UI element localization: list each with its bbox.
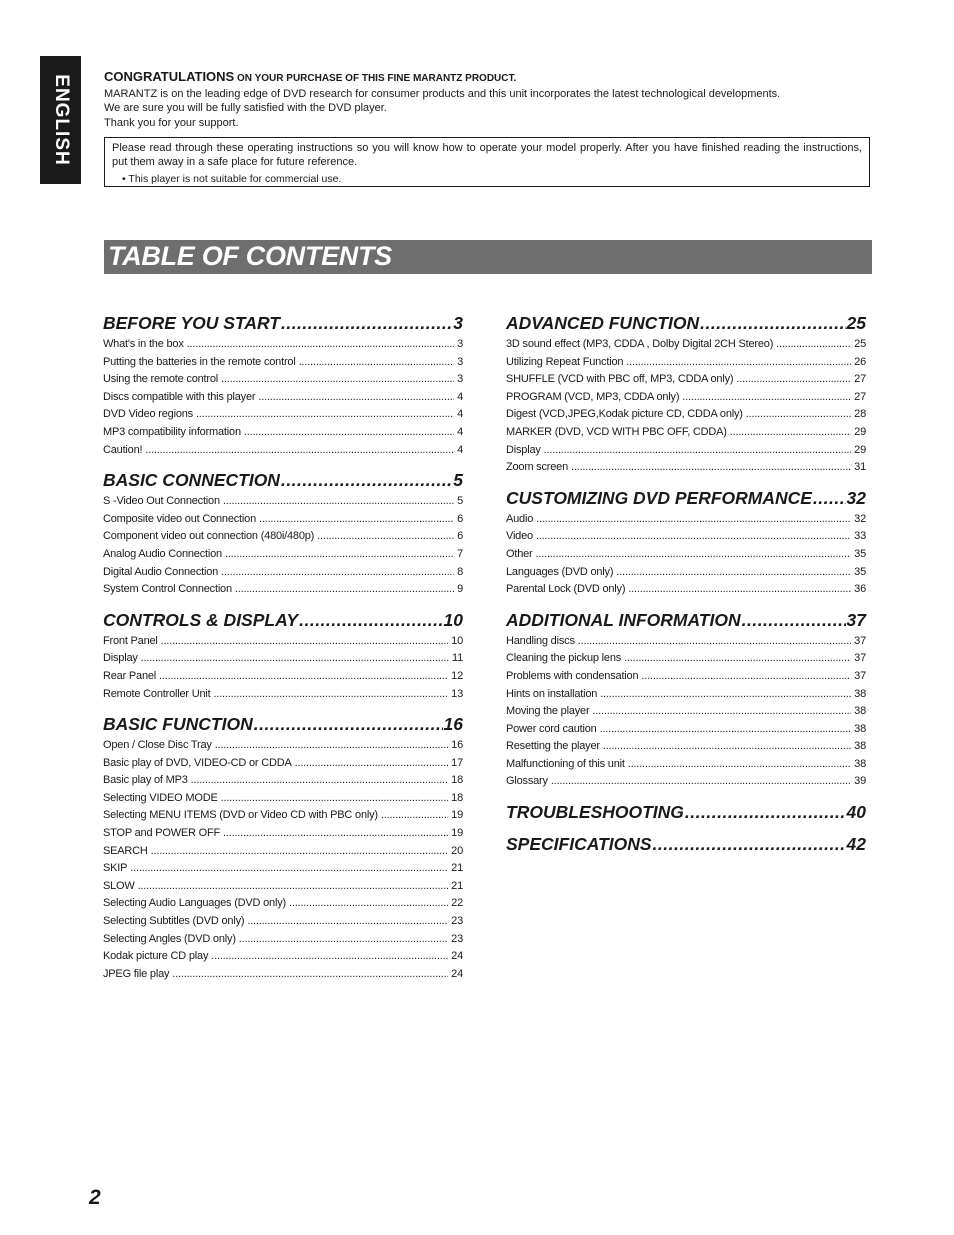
entry-page: 37 (854, 669, 866, 682)
entry-page: 6 (457, 512, 463, 525)
section-title: CUSTOMIZING DVD PERFORMANCE (506, 487, 812, 508)
entry-page: 9 (457, 583, 463, 596)
toc-section-controls-display (103, 609, 463, 703)
dot-leader (551, 773, 851, 791)
entry-title: Display (103, 652, 138, 665)
toc-entry[interactable] (103, 564, 463, 582)
entry-page: 28 (854, 408, 866, 421)
toc-entry[interactable] (103, 737, 463, 755)
entry-title: Moving the player (506, 705, 590, 718)
toc-section-heading[interactable] (506, 312, 866, 334)
section-page: 37 (846, 609, 866, 630)
section-page: 25 (846, 313, 866, 333)
dot-leader (172, 966, 448, 984)
congratulations-rest: ON YOUR PURCHASE OF THIS FINE MARANTZ PRODUCT. (234, 73, 517, 84)
dot-leader (295, 755, 449, 773)
toc-entry[interactable] (103, 895, 463, 913)
dot-leader (600, 721, 852, 739)
entry-page: 27 (854, 373, 866, 386)
entry-page: 20 (451, 844, 463, 857)
toc-section-additional-information (506, 609, 866, 791)
entry-title: Front Panel (103, 634, 158, 647)
toc-section-heading[interactable] (103, 312, 463, 334)
toc-entry[interactable] (506, 528, 866, 546)
section-page: 42 (846, 834, 866, 855)
toc-entry[interactable] (103, 755, 463, 773)
notice-bullet: • This player is not suitable for commercial use. (122, 173, 342, 185)
entry-title: Selecting Audio Languages (DVD only) (103, 897, 286, 910)
entry-page: 19 (451, 809, 463, 822)
dot-leader (813, 487, 846, 509)
dot-leader (259, 511, 454, 529)
entry-title: Using the remote control (103, 373, 219, 386)
section-page: 10 (443, 609, 463, 630)
entry-page: 38 (854, 705, 866, 718)
dot-leader (616, 564, 851, 582)
toc-entry[interactable] (103, 807, 463, 825)
dot-leader (746, 406, 851, 424)
toc-section-heading[interactable] (506, 609, 866, 631)
dot-leader (641, 668, 851, 686)
section-page: 16 (443, 714, 463, 735)
toc-entry[interactable] (103, 860, 463, 878)
entry-page: 3 (457, 338, 463, 350)
entry-page: 23 (451, 932, 463, 945)
entry-title: Selecting Angles (DVD only) (103, 932, 236, 945)
language-tab-label: ENGLISH (50, 74, 72, 166)
dot-leader (544, 442, 851, 460)
dot-leader (600, 686, 851, 704)
toc-section-heading[interactable] (103, 469, 463, 491)
entry-page: 17 (451, 756, 463, 769)
entry-title: Selecting MENU ITEMS (DVD or Video CD with PBC only) (103, 809, 378, 822)
toc-entry[interactable] (506, 336, 866, 354)
entry-page: 25 (854, 338, 866, 350)
toc-entry[interactable] (103, 511, 463, 529)
entry-title: Handling discs (506, 634, 575, 647)
entry-title: DVD Video regions (103, 408, 193, 421)
toc-entry[interactable] (103, 825, 463, 843)
entry-page: 35 (854, 565, 866, 578)
dot-leader (141, 650, 449, 668)
toc-section-heading[interactable] (506, 801, 866, 823)
toc-entry[interactable] (103, 424, 463, 442)
entry-title: Kodak picture CD play (103, 950, 209, 963)
toc-column-left (103, 312, 463, 993)
dot-leader (161, 633, 448, 651)
entry-page: 6 (457, 530, 463, 543)
entry-page: 39 (854, 775, 866, 788)
dot-leader (653, 833, 846, 855)
entry-title: Resetting the player (506, 740, 600, 753)
dot-leader (685, 801, 846, 823)
entry-page: 22 (451, 897, 463, 910)
toc-entry[interactable] (506, 686, 866, 704)
dot-leader (536, 511, 851, 529)
section-title: SPECIFICATIONS (506, 834, 652, 855)
section-page: 5 (453, 470, 463, 491)
dot-leader (624, 650, 851, 668)
toc-title: TABLE OF CONTENTS (108, 241, 392, 271)
intro-block (104, 70, 872, 130)
entry-page: 18 (451, 791, 463, 804)
section-title: TROUBLESHOOTING (506, 802, 684, 823)
dot-leader (736, 371, 851, 389)
toc-entry[interactable] (103, 772, 463, 790)
entry-page: 38 (854, 722, 866, 735)
section-page: 3 (453, 313, 463, 333)
toc-section-basic-connection (103, 469, 463, 599)
entry-title: System Control Connection (103, 583, 232, 596)
entry-page: 18 (451, 774, 463, 787)
dot-leader (299, 354, 455, 372)
toc-entry[interactable] (103, 633, 463, 651)
congratulations-word: CONGRATULATIONS (104, 69, 235, 84)
dot-leader (381, 807, 448, 825)
toc-entry[interactable] (103, 878, 463, 896)
entry-title: Power cord caution (506, 722, 597, 735)
section-title: BEFORE YOU START (103, 313, 280, 333)
entry-page: 3 (457, 355, 463, 368)
toc-entry[interactable] (506, 459, 866, 477)
entry-title: MP3 compatibility information (103, 425, 241, 438)
dot-leader (221, 790, 449, 808)
section-page: 32 (846, 487, 866, 508)
toc-entry[interactable] (506, 389, 866, 407)
entry-title: Display (506, 443, 541, 456)
entry-page: 32 (854, 512, 866, 525)
toc-entry[interactable] (506, 650, 866, 668)
entry-page: 4 (457, 425, 463, 438)
entry-title: Languages (DVD only) (506, 565, 614, 578)
toc-entry[interactable] (103, 668, 463, 686)
dot-leader (225, 546, 454, 564)
entry-page: 36 (854, 583, 866, 596)
toc-section-advanced-function (506, 312, 866, 477)
entry-title: Digest (VCD,JPEG,Kodak picture CD, CDDA only) (506, 408, 743, 421)
entry-title: Video (506, 530, 533, 543)
entry-title: Digital Audio Connection (103, 565, 219, 578)
entry-page: 33 (854, 530, 866, 543)
toc-section-customizing-dvd-performance (506, 487, 866, 599)
toc-entry[interactable] (506, 546, 866, 564)
entry-title: Hints on installation (506, 687, 598, 700)
toc-entry[interactable] (103, 371, 463, 389)
dot-leader (536, 528, 851, 546)
entry-page: 38 (854, 740, 866, 753)
entry-page: 24 (451, 950, 463, 963)
dot-leader (223, 493, 454, 511)
dot-leader (626, 354, 851, 372)
entry-page: 7 (457, 547, 463, 560)
toc-entry[interactable] (506, 773, 866, 791)
toc-entry[interactable] (103, 790, 463, 808)
toc-entry[interactable] (506, 633, 866, 651)
intro-line-1: MARANTZ is on the leading edge of DVD research for consumer products and this unit incorporates the latest technological developments. (104, 87, 781, 100)
entry-title: Other (506, 547, 533, 560)
dot-leader (213, 686, 448, 704)
toc-entry[interactable] (103, 913, 463, 931)
dot-leader (235, 581, 454, 599)
entry-title: Cleaning the pickup lens (506, 652, 622, 665)
entry-page: 12 (451, 669, 463, 682)
toc-entry[interactable] (506, 756, 866, 774)
entry-title: Analog Audio Connection (103, 547, 222, 560)
dot-leader (628, 581, 851, 599)
entry-page: 21 (451, 862, 463, 875)
dot-leader (151, 843, 449, 861)
toc-entry[interactable] (506, 424, 866, 442)
notice-box (104, 137, 870, 187)
entry-page: 4 (457, 408, 463, 421)
entry-title: Selecting VIDEO MODE (103, 791, 218, 804)
toc-entry[interactable] (103, 354, 463, 372)
toc-entry[interactable] (103, 650, 463, 668)
entry-page: 10 (451, 634, 463, 647)
toc-entry[interactable] (506, 721, 866, 739)
toc-entry[interactable] (103, 442, 463, 460)
entry-title: SLOW (103, 879, 135, 892)
section-title: CONTROLS & DISPLAY (103, 609, 299, 630)
entry-page: 21 (451, 879, 463, 892)
entry-title: Problems with condensation (506, 669, 639, 682)
dot-leader (187, 336, 454, 354)
dot-leader (592, 703, 851, 721)
toc-entry[interactable] (103, 686, 463, 704)
dot-leader (742, 609, 846, 631)
dot-leader (571, 459, 851, 477)
dot-leader (247, 913, 448, 931)
entry-page: 19 (451, 827, 463, 840)
dot-leader (223, 825, 448, 843)
entry-page: 29 (854, 425, 866, 438)
entry-page: 37 (854, 652, 866, 665)
entry-title: Component video out connection (480i/480p) (103, 530, 315, 543)
dot-leader (159, 668, 448, 686)
toc-entry[interactable] (506, 703, 866, 721)
toc-section-heading[interactable] (103, 713, 463, 735)
intro-line-2: We are sure you will be fully satisfied with the DVD player. (104, 102, 387, 114)
page-number: 2 (89, 1186, 101, 1209)
toc-entry[interactable] (506, 511, 866, 529)
dot-leader (244, 424, 454, 442)
dot-leader (258, 389, 454, 407)
toc-entry[interactable] (103, 581, 463, 599)
entry-page: 38 (854, 687, 866, 700)
entry-page: 11 (451, 652, 463, 665)
dot-leader (196, 406, 454, 424)
entry-page: 35 (854, 547, 866, 560)
toc-section-heading[interactable] (506, 487, 866, 509)
entry-title: MARKER (DVD, VCD WITH PBC OFF, CDDA) (506, 425, 727, 438)
entry-title: JPEG file play (103, 967, 170, 980)
entry-page: 27 (854, 390, 866, 403)
entry-page: 26 (854, 355, 866, 368)
entry-page: 8 (457, 565, 463, 578)
toc-entry[interactable] (103, 843, 463, 861)
dot-leader (145, 442, 454, 460)
dot-leader (700, 312, 845, 334)
section-title: BASIC CONNECTION (103, 470, 280, 491)
congratulations-heading (104, 70, 872, 87)
dot-leader (730, 424, 851, 442)
toc-entry[interactable] (103, 931, 463, 949)
entry-title: PROGRAM (VCD, MP3, CDDA only) (506, 390, 680, 403)
toc-section-basic-function (103, 713, 463, 983)
entry-title: Putting the batteries in the remote control (103, 355, 296, 368)
toc-title-banner (104, 240, 872, 274)
intro-line-3: Thank you for your support. (104, 116, 239, 129)
entry-page: 16 (451, 739, 463, 752)
entry-title: Discs compatible with this player (103, 390, 256, 403)
dot-leader (578, 633, 851, 651)
toc-entry[interactable] (506, 442, 866, 460)
toc-entry[interactable] (506, 564, 866, 582)
dot-leader (215, 737, 448, 755)
section-title: BASIC FUNCTION (103, 714, 253, 735)
dot-leader (682, 389, 851, 407)
entry-title: Malfunctioning of this unit (506, 757, 625, 770)
entry-title: STOP and POWER OFF (103, 827, 221, 840)
entry-title: Selecting Subtitles (DVD only) (103, 915, 245, 928)
toc-section-before-you-start (103, 312, 463, 459)
entry-title: S -Video Out Connection (103, 495, 220, 508)
dot-leader (317, 528, 454, 546)
entry-title: Glossary (506, 775, 548, 788)
toc-section-heading[interactable] (103, 609, 463, 631)
toc-entry[interactable] (103, 966, 463, 984)
toc-entry[interactable] (506, 371, 866, 389)
entry-title: Caution! (103, 443, 143, 456)
toc-entry[interactable] (103, 546, 463, 564)
entry-title: Basic play of MP3 (103, 774, 188, 787)
entry-page: 24 (451, 967, 463, 980)
entry-title: What's in the box (103, 338, 184, 350)
entry-page: 4 (457, 390, 463, 403)
toc-entry[interactable] (506, 581, 866, 599)
entry-title: 3D sound effect (MP3, CDDA , Dolby Digital 2CH Stereo) (506, 338, 774, 350)
entry-page: 3 (457, 373, 463, 386)
toc-section-troubleshooting (506, 801, 866, 823)
toc-entry[interactable] (103, 336, 463, 354)
dot-leader (221, 564, 454, 582)
entry-page: 4 (457, 443, 463, 456)
entry-title: Remote Controller Unit (103, 687, 211, 700)
dot-leader (281, 312, 452, 334)
dot-leader (239, 931, 448, 949)
toc-entry[interactable] (506, 406, 866, 424)
entry-title: Composite video out Connection (103, 512, 256, 525)
toc-section-specifications (506, 833, 866, 855)
entry-title: Audio (506, 512, 534, 525)
entry-title: Basic play of DVD, VIDEO-CD or CDDA (103, 756, 292, 769)
toc-entry[interactable] (103, 389, 463, 407)
toc-entry[interactable] (506, 668, 866, 686)
entry-page: 38 (854, 757, 866, 770)
section-page: 40 (846, 802, 866, 823)
toc-entry[interactable] (103, 948, 463, 966)
entry-page: 23 (451, 915, 463, 928)
dot-leader (628, 756, 851, 774)
entry-title: SHUFFLE (VCD with PBC off, MP3, CDDA only) (506, 373, 734, 386)
entry-title: Parental Lock (DVD only) (506, 583, 626, 596)
entry-page: 29 (854, 443, 866, 456)
section-title: ADDITIONAL INFORMATION (506, 609, 741, 630)
dot-leader (603, 738, 851, 756)
entry-title: Rear Panel (103, 669, 157, 682)
toc-section-heading[interactable] (506, 833, 866, 855)
dot-leader (138, 878, 449, 896)
dot-leader (130, 860, 448, 878)
dot-leader (536, 546, 852, 564)
entry-page: 37 (854, 634, 866, 647)
toc-entry[interactable] (103, 406, 463, 424)
entry-page: 13 (451, 687, 463, 700)
dot-leader (776, 336, 851, 354)
dot-leader (211, 948, 448, 966)
entry-title: Utilizing Repeat Function (506, 355, 624, 368)
entry-title: Zoom screen (506, 461, 568, 474)
toc-entry[interactable] (506, 738, 866, 756)
dot-leader (221, 371, 454, 389)
dot-leader (289, 895, 448, 913)
language-tab (40, 56, 81, 184)
entry-page: 31 (854, 461, 866, 474)
entry-title: SEARCH (103, 844, 148, 857)
notice-text: Please read through these operating instructions so you will know how to operate your model properly. After you have finished reading the instructions, put them away in a safe place for future reference. (112, 142, 862, 168)
dot-leader (281, 469, 452, 491)
toc-entry[interactable] (103, 493, 463, 511)
entry-title: Open / Close Disc Tray (103, 739, 212, 752)
dot-leader (254, 713, 443, 735)
toc-entry[interactable] (103, 528, 463, 546)
toc-entry[interactable] (506, 354, 866, 372)
dot-leader (299, 609, 442, 631)
toc-column-right (506, 312, 866, 865)
entry-title: SKIP (103, 862, 128, 875)
dot-leader (191, 772, 449, 790)
section-title: ADVANCED FUNCTION (506, 313, 700, 333)
entry-page: 5 (457, 495, 463, 508)
